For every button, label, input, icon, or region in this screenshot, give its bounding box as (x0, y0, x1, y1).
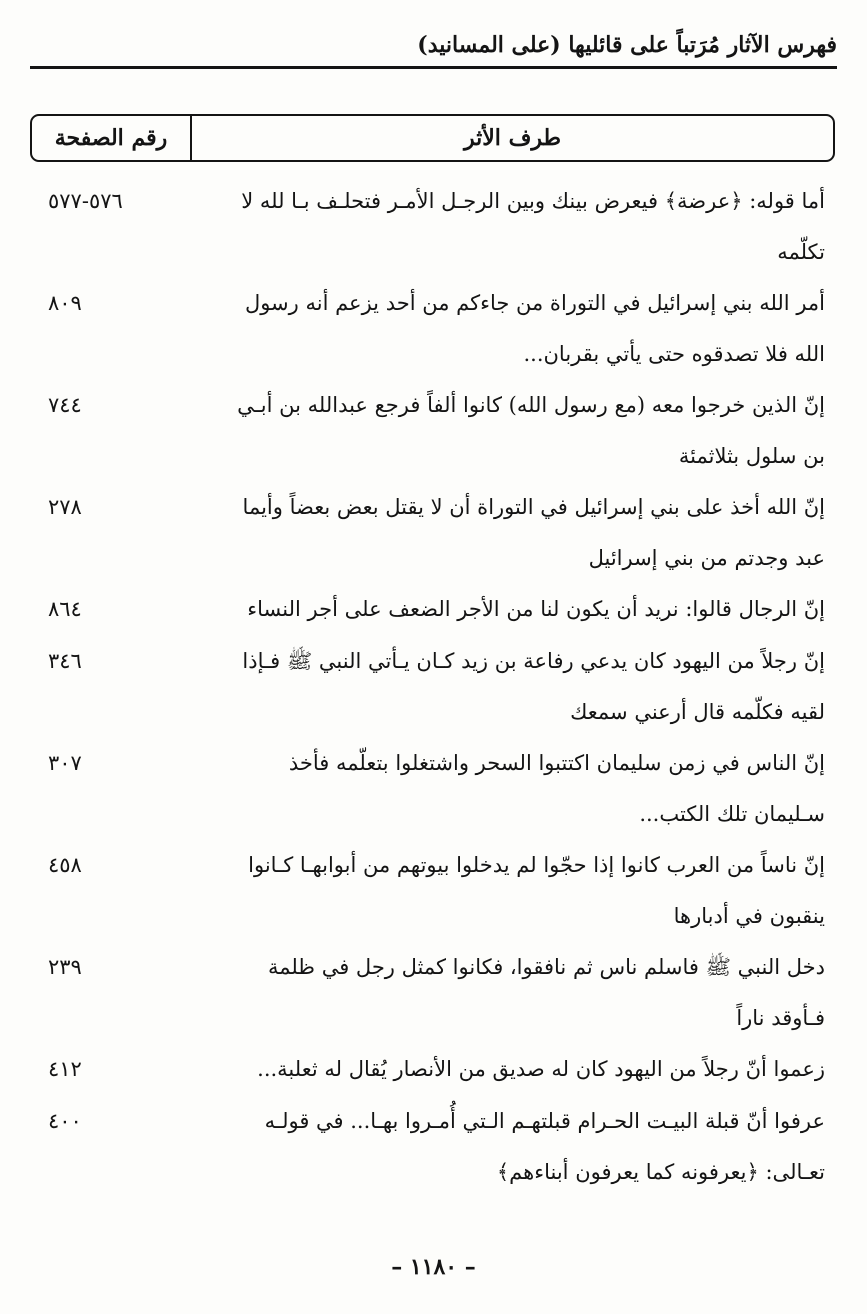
list-item (0, 176, 867, 278)
list-item (0, 636, 867, 738)
entry-page: ٤١٢ (48, 1057, 82, 1081)
entry-text: أما قوله: ﴿عرضة﴾ فيعرض بينك وبين الرجـل الأمـر فتحلـف بـا لله لا تكلّمه (241, 189, 825, 264)
entry-text: أمر الله بني إسرائيل في التوراة من جاءكم من أحد يزعم أنه رسول الله فلا تصدقوه حتى يأتي بقربان... (244, 291, 825, 366)
list-item (0, 584, 867, 636)
entry-text: إنّ الذين خرجوا معه (مع رسول الله) كانوا ألفاً فرجع عبدالله بن أبـي بن سلول بثلاثمئة (237, 393, 825, 468)
entry-text: زعموا أنّ رجلاً من اليهود كان له صديق من الأنصار يُقال له ثعلبة... (257, 1057, 825, 1081)
entry-page: ٢٧٨ (48, 495, 82, 519)
list-item (0, 738, 867, 840)
entry-text: عرفوا أنّ قبلة البيـت الحـرام قبلتهـم الـتي أُمـروا بهـا... في قولـه تعـالى: ﴿يعرفونه كما يعرفون أبناءهم﴾ (264, 1109, 825, 1184)
entry-text: إنّ الرجال قالوا: نريد أن يكون لنا من الأجر الضعف على أجر النساء (247, 597, 825, 621)
entry-page: ٧٤٤ (48, 393, 82, 417)
header-rule (30, 66, 837, 69)
table-column-header (30, 114, 835, 162)
entry-page: ٣٤٦ (48, 649, 82, 673)
list-item (0, 1096, 867, 1198)
entry-page: ٥٧٦-٥٧٧ (48, 189, 123, 213)
entries-list (0, 176, 867, 1198)
entry-page: ٤٥٨ (48, 853, 82, 877)
running-head: فهرس الآثار مُرَتباً على قائليها (على المسانيد) (417, 32, 837, 58)
entry-text: إنّ الناس في زمن سليمان اكتتبوا السحر واشتغلوا بتعلّمه فأخذ سـليمان تلك الكتب... (288, 751, 825, 826)
column-header-page: رقم الصفحة (32, 116, 192, 160)
list-item (0, 942, 867, 1044)
entry-text: دخل النبي ﷺ فاسلم ناس ثم نافقوا، فكانوا كمثل رجل في ظلمة فـأوقد ناراً (267, 955, 825, 1030)
list-item (0, 482, 867, 584)
entry-page: ٣٠٧ (48, 751, 82, 775)
list-item (0, 380, 867, 482)
page-number: – ١١٨٠ – (391, 1254, 476, 1280)
entry-text: إنّ ناساً من العرب كانوا إذا حجّوا لم يدخلوا بيوتهم من أبوابهـا كـانوا ينقبون في أدبارها (248, 853, 825, 928)
list-item (0, 840, 867, 942)
list-item (0, 278, 867, 380)
entry-page: ٨٦٤ (48, 597, 82, 621)
entry-text: إنّ الله أخذ على بني إسرائيل في التوراة أن لا يقتل بعض بعضاً وأيما عبد وجدتم من بني إسرائيل (242, 495, 825, 570)
list-item (0, 1044, 867, 1096)
entry-page: ٤٠٠ (48, 1109, 82, 1133)
entry-text: إنّ رجلاً من اليهود كان يدعي رفاعة بن زيد كـان يـأتي النبي ﷺ فـإذا لقيه فكلّمه قال أرعني سمعك (242, 649, 825, 724)
entry-page: ٨٠٩ (48, 291, 82, 315)
entry-page: ٢٣٩ (48, 955, 82, 979)
column-header-text: طرف الأثر (463, 125, 562, 151)
